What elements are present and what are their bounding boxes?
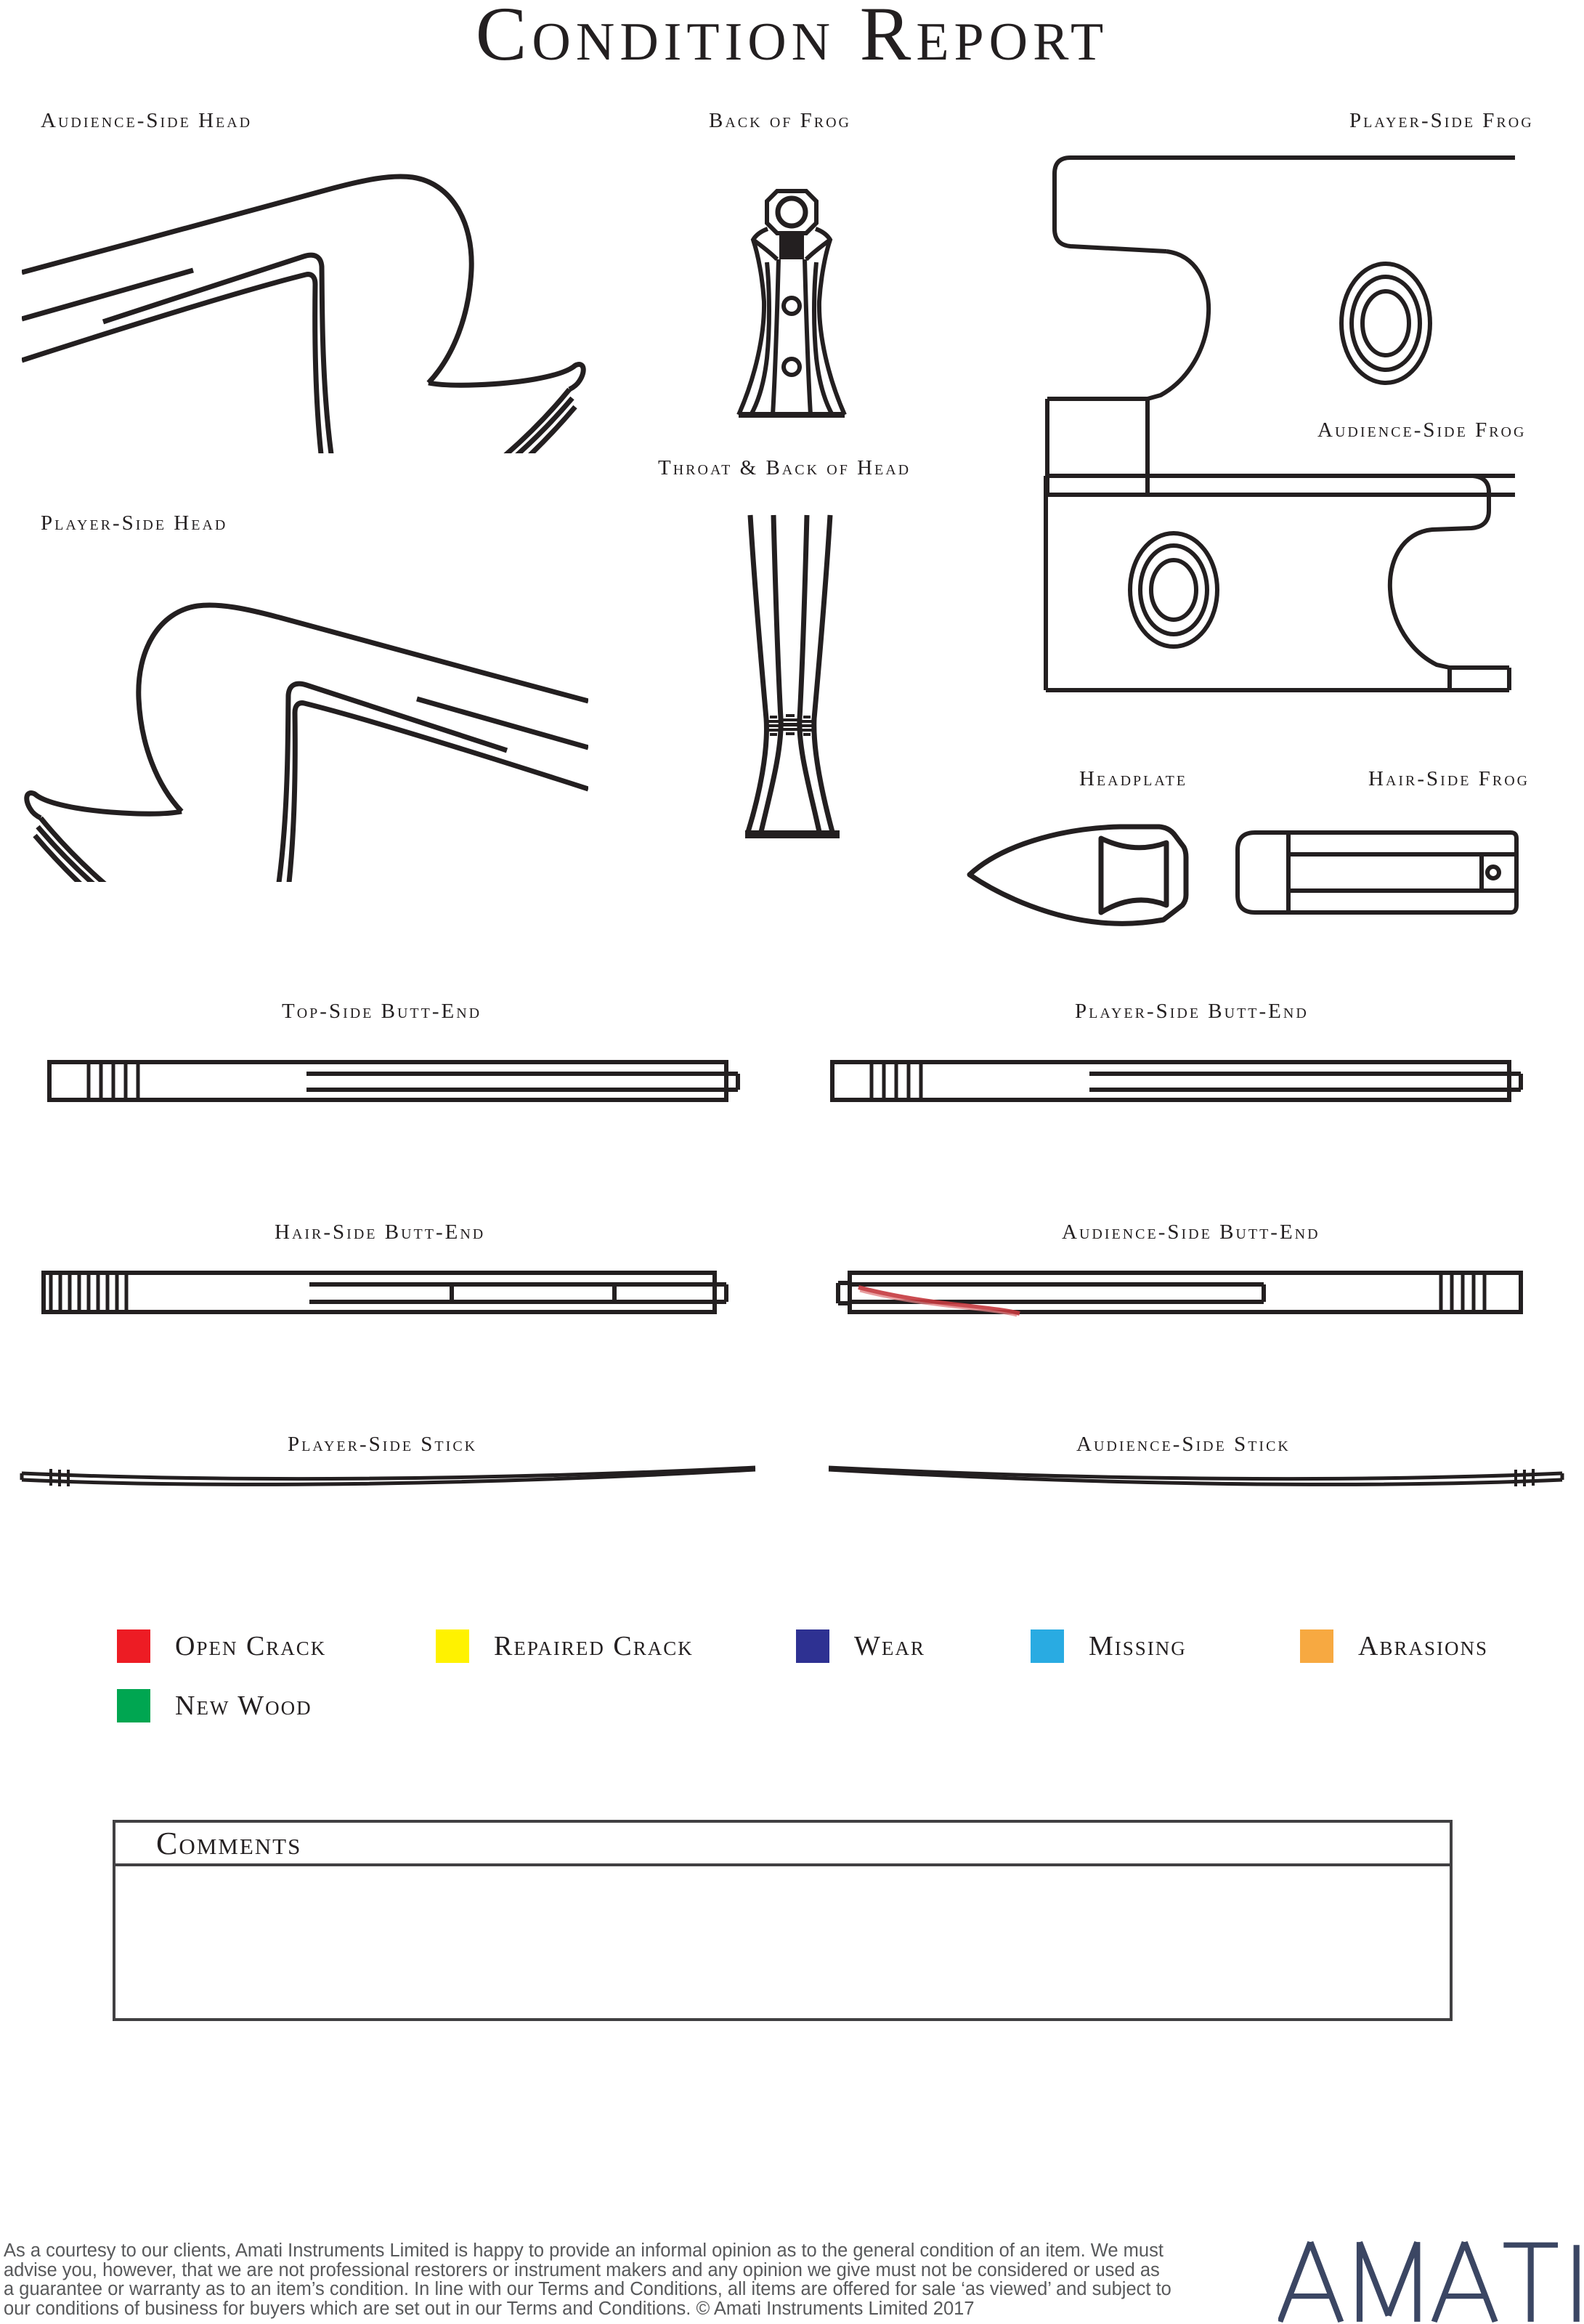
comments-header (115, 1823, 1450, 1866)
footer-line: our conditions of business for buyers which are set out in our Terms and Conditions. © Amati Instruments Limited 2017 (4, 2298, 975, 2319)
legend-label-repaired-crack: Repaired Crack (494, 1631, 694, 1661)
footer-line: As a courtesy to our clients, Amati Instruments Limited is happy to provide an informal opinion as to the general condition of an item. We must (4, 2240, 1163, 2261)
player-side-butt-end-diagram (829, 1055, 1527, 1107)
legend-label-abrasions: Abrasions (1358, 1631, 1488, 1661)
throat-back-of-head-diagram (741, 511, 842, 839)
label-player-side-butt-end: Player-Side Butt-End (1075, 1000, 1309, 1023)
comments-box (113, 1820, 1453, 2021)
label-headplate: Headplate (1079, 767, 1188, 790)
player-side-stick-diagram (19, 1459, 760, 1495)
legend-label-missing: Missing (1089, 1631, 1187, 1661)
back-of-frog-diagram (726, 184, 857, 424)
label-audience-side-butt-end: Audience-Side Butt-End (1062, 1220, 1320, 1244)
label-top-side-butt-end: Top-Side Butt-End (282, 1000, 482, 1023)
legend-swatch-wear (796, 1629, 829, 1663)
amati-logo (1278, 2239, 1583, 2324)
label-player-side-stick: Player-Side Stick (288, 1433, 478, 1456)
player-side-frog-diagram (1031, 149, 1515, 498)
label-back-of-frog: Back of Frog (709, 109, 851, 132)
comments-input[interactable] (115, 1866, 1450, 2018)
audience-side-head-diagram (22, 139, 588, 453)
legend-swatch-repaired-crack (436, 1629, 469, 1663)
footer-disclaimer (4, 2241, 1282, 2318)
hair-side-frog-diagram (1230, 828, 1521, 917)
legend-swatch-abrasions (1300, 1629, 1333, 1663)
legend-swatch-missing (1031, 1629, 1064, 1663)
legend-label-new-wood: New Wood (175, 1691, 312, 1721)
footer-line: advise you, however, that we are not professional restorers or instrument makers and any opinion we give must not be considered or used as (4, 2259, 1160, 2280)
label-audience-side-frog: Audience-Side Frog (1317, 418, 1527, 442)
audience-side-frog-diagram (1028, 469, 1515, 697)
page-title: Condition Report (475, 0, 1109, 76)
label-player-side-head: Player-Side Head (41, 511, 228, 535)
legend-label-open-crack: Open Crack (175, 1631, 327, 1661)
label-audience-side-head: Audience-Side Head (41, 109, 253, 132)
label-audience-side-stick: Audience-Side Stick (1076, 1433, 1291, 1456)
label-hair-side-butt-end: Hair-Side Butt-End (275, 1220, 486, 1244)
legend-swatch-open-crack (117, 1629, 150, 1663)
label-throat-back-of-head: Throat & Back of Head (658, 456, 911, 479)
footer-line: a guarantee or warranty as to an item’s condition. In line with our Terms and Conditions, all items are offered for sale ‘as viewed’ and subject to (4, 2279, 1171, 2300)
audience-side-butt-end-diagram (834, 1267, 1524, 1318)
hair-side-butt-end-diagram (41, 1267, 731, 1318)
audience-side-stick-diagram (824, 1459, 1565, 1495)
label-player-side-frog: Player-Side Frog (1349, 109, 1534, 132)
legend-label-wear: Wear (854, 1631, 925, 1661)
legend-swatch-new-wood (117, 1689, 150, 1722)
comments-title: Comments (156, 1825, 302, 1861)
label-hair-side-frog: Hair-Side Frog (1368, 767, 1530, 790)
player-side-head-diagram (22, 568, 588, 882)
headplate-diagram (966, 819, 1213, 930)
top-side-butt-end-diagram (46, 1055, 744, 1107)
